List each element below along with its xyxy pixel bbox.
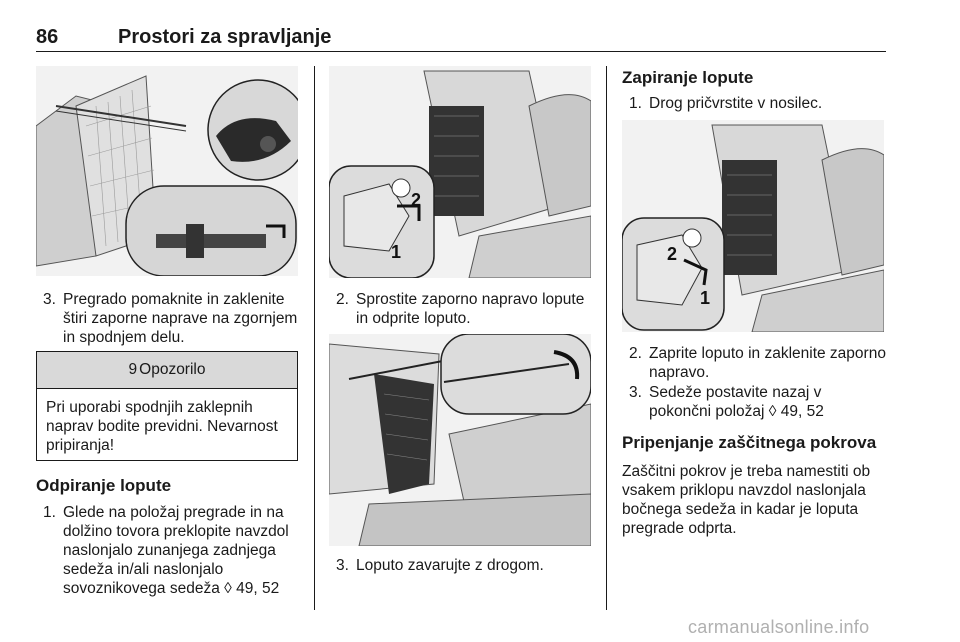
callout-1: 1 (391, 242, 402, 262)
header-rule (36, 51, 886, 52)
step-number: 3. (43, 291, 56, 308)
step-number: 3. (629, 384, 642, 401)
step-1-fold-seat (43, 503, 301, 598)
step-2-release-lock (336, 290, 594, 328)
step-text: Sedeže postavite nazaj v pokončni položaj ◊ 49, 52 (649, 384, 824, 420)
warning-box (36, 351, 298, 461)
illustration-partition-locks (36, 66, 298, 276)
step-number: 2. (336, 291, 349, 308)
page-number: 86 (36, 26, 59, 48)
warning-title: Opozorilo (139, 361, 206, 378)
watermark: carmanualsonline.info (688, 617, 870, 637)
secure-flap-drawing (329, 334, 591, 546)
column-divider-1 (314, 66, 315, 610)
partition-locks-drawing (36, 66, 298, 276)
heading-opening-flap: Odpiranje lopute (36, 476, 172, 495)
heading-closing-flap: Zapiranje lopute (622, 68, 754, 87)
warning-icon: 9 (128, 361, 138, 378)
illustration-secure-flap (329, 334, 591, 546)
callout-1: 1 (700, 288, 711, 308)
close-flap-drawing (622, 120, 884, 332)
step-1-attach-rod (629, 94, 887, 114)
step-number: 3. (336, 557, 349, 574)
step-3-secure-rod (336, 556, 594, 576)
step-2-close-lock (629, 344, 887, 382)
step-text: Drog pričvrstite v nosilec. (649, 95, 823, 112)
illustration-release-flap (329, 66, 591, 278)
step-number: 1. (629, 95, 642, 112)
heading-attach-cover: Pripenjanje zaščitnega pokrova (622, 433, 877, 452)
column-divider-2 (606, 66, 607, 610)
illustration-close-flap (622, 120, 884, 332)
warning-text: Pri uporabi spodnjih zaklepnih naprav bodite previdni. Nevarnost pripiranja! (46, 399, 278, 454)
page-title: Prostori za spravljanje (118, 26, 332, 48)
step-text: Zaprite loputo in zaklenite zaporno napravo. (649, 345, 886, 381)
step-text: Glede na položaj pregrade in na dolžino tovora preklopite navzdol naslonjalo zunanjega zadnjega sedeža in/ali naslonjalo sovoznikovega sedeža ◊ 49, 52 (63, 504, 289, 597)
callout-2: 2 (411, 190, 422, 210)
release-flap-drawing (329, 66, 591, 278)
step-text: Pregrado pomaknite in zaklenite štiri zaporne naprave na zgornjem in spodnjem delu. (63, 291, 298, 346)
step-number: 2. (629, 345, 642, 362)
callout-2: 2 (667, 244, 678, 264)
step-3-partition-lock (43, 290, 301, 347)
step-3-seats-upright (629, 383, 887, 421)
step-text: Loputo zavarujte z drogom. (356, 557, 544, 574)
warning-header (37, 352, 297, 389)
step-number: 1. (43, 504, 56, 521)
page-header (36, 26, 886, 52)
cover-instructions: Zaščitni pokrov je treba namestiti ob vsakem priklopu navzdol naslonjala bočnega sedeža in kadar je loputa pregrade odprta. (622, 463, 871, 537)
step-text: Sprostite zaporno napravo lopute in odprite loputo. (356, 291, 585, 327)
